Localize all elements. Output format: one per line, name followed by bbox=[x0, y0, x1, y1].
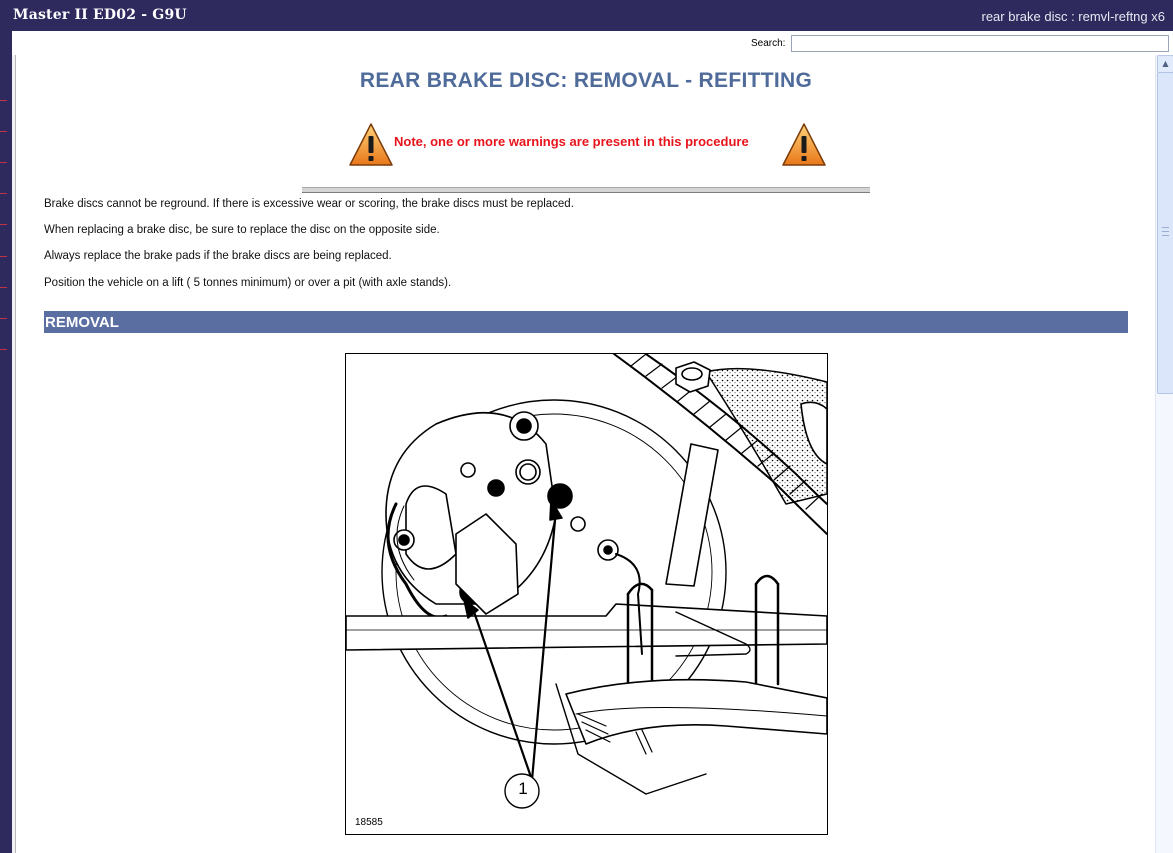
warning-text: Note, one or more warnings are present in this procedure bbox=[394, 134, 749, 149]
window-title-bar bbox=[0, 0, 1173, 31]
paragraph: Always replace the brake pads if the brake discs are being replaced. bbox=[44, 250, 392, 262]
strip-marker bbox=[0, 131, 7, 132]
figure-number: 18585 bbox=[355, 817, 383, 828]
brake-assembly-drawing bbox=[346, 354, 827, 834]
thumb-grip bbox=[1162, 227, 1169, 228]
strip-marker bbox=[0, 100, 7, 101]
search-label: Search: bbox=[751, 38, 786, 49]
strip-marker bbox=[0, 256, 7, 257]
scroll-up-arrow-icon[interactable]: ▲ bbox=[1157, 55, 1173, 73]
document-reference: rear brake disc : remvl-reftng x6 bbox=[981, 9, 1165, 24]
callout-label: 1 bbox=[518, 779, 528, 798]
page-title: REAR BRAKE DISC: REMOVAL - REFITTING bbox=[359, 69, 813, 92]
section-header-removal bbox=[44, 311, 1128, 333]
content-frame bbox=[12, 31, 1173, 853]
strip-marker bbox=[0, 287, 7, 288]
warning-banner bbox=[348, 122, 828, 170]
strip-marker bbox=[0, 193, 7, 194]
thumb-grip bbox=[1162, 235, 1169, 236]
app-title: Master II ED02 - G9U bbox=[13, 7, 187, 23]
scroll-thumb[interactable] bbox=[1157, 72, 1173, 394]
warning-triangle-icon bbox=[348, 122, 394, 168]
thumb-grip bbox=[1162, 231, 1169, 232]
strip-marker bbox=[0, 162, 7, 163]
strip-marker bbox=[0, 318, 7, 319]
strip-marker bbox=[0, 224, 7, 225]
vertical-scrollbar[interactable] bbox=[1155, 55, 1173, 853]
search-bar bbox=[12, 31, 1173, 55]
paragraph: Brake discs cannot be reground. If there is excessive wear or scoring, the brake discs must be replaced. bbox=[44, 198, 574, 210]
horizontal-divider bbox=[302, 187, 870, 193]
strip-marker bbox=[0, 349, 7, 350]
document-pane[interactable] bbox=[15, 55, 1156, 853]
figure-brake-assembly bbox=[345, 353, 828, 835]
search-input[interactable] bbox=[791, 35, 1169, 52]
left-strip bbox=[0, 31, 12, 853]
paragraph: Position the vehicle on a lift ( 5 tonnes minimum) or over a pit (with axle stands). bbox=[44, 277, 452, 289]
section-title: REMOVAL bbox=[45, 314, 119, 331]
warning-triangle-icon bbox=[781, 122, 827, 168]
paragraph: When replacing a brake disc, be sure to replace the disc on the opposite side. bbox=[44, 224, 440, 236]
